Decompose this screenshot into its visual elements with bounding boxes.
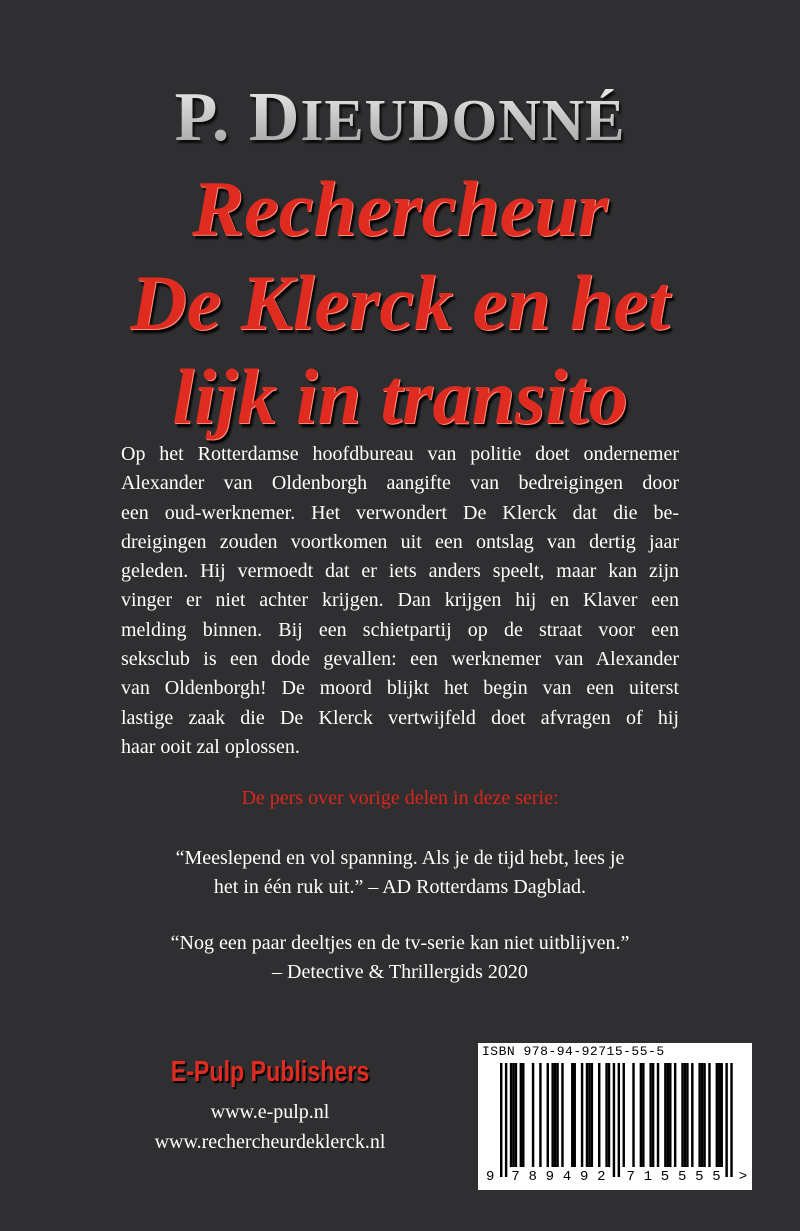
title-line-3: lijk in transito — [172, 353, 628, 440]
synopsis-line: seksclub is een dode gevallen: een werknemer van Alexander — [121, 648, 679, 671]
barcode-bar — [608, 1063, 610, 1167]
author-name — [0, 78, 800, 158]
synopsis-line: van Oldenborgh! De moord blijkt het begin van een uiterst — [121, 677, 679, 700]
barcode-bar — [674, 1063, 676, 1167]
barcode-bar — [574, 1063, 576, 1167]
press-quote-ad — [0, 844, 800, 902]
barcode-bar — [598, 1063, 600, 1167]
barcode-bar — [703, 1063, 705, 1167]
synopsis-line: dreigingen zouden voortkomen uit een ontslag van dertig jaar — [121, 530, 679, 553]
ean-digit: 5 — [695, 1169, 704, 1185]
barcode-bar — [664, 1063, 666, 1167]
ean-digit: 9 — [486, 1169, 495, 1185]
barcode-bar — [681, 1063, 683, 1167]
synopsis-line: een oud-werknemer. Het verwondert De Klerck dat die be- — [121, 501, 679, 524]
synopsis — [121, 440, 679, 762]
barcode-bar — [701, 1063, 703, 1167]
barcode-bar — [591, 1063, 593, 1167]
synopsis-line: Op het Rotterdamse hoofdbureau van politie doet ondernemer — [121, 443, 679, 465]
barcode-bar — [667, 1063, 669, 1167]
barcode-bar — [632, 1063, 634, 1167]
synopsis-line: vinger er niet achter krijgen. Dan krijgen hij en Klaver een — [121, 589, 679, 612]
title-line-2: De Klerck en het — [130, 259, 670, 346]
synopsis-line: haar ooit zal oplossen. — [121, 735, 300, 758]
barcode-bar — [618, 1063, 620, 1177]
barcode-bar — [561, 1063, 563, 1167]
isbn-label: ISBN 978-94-92715-55-5 — [482, 1044, 665, 1059]
barcode-bar — [684, 1063, 686, 1167]
barcode-bar — [686, 1063, 688, 1167]
barcode-bar — [716, 1063, 718, 1167]
ean-digit: 7 — [511, 1169, 520, 1185]
barcode-bar — [539, 1063, 541, 1167]
publisher-name: E-Pulp Publishers — [170, 1056, 370, 1088]
synopsis-line: lastige zaak die De Klerck vertwijfeld doet afvragen of hij — [121, 706, 679, 729]
barcode-bar — [510, 1063, 512, 1167]
barcode-bar — [522, 1063, 524, 1167]
book-title — [0, 162, 800, 444]
synopsis-line: melding binnen. Bij een schietpartij op de straat voor een — [121, 618, 679, 641]
barcode-bar — [640, 1063, 642, 1167]
barcode-bar — [532, 1063, 534, 1167]
ean-quiet-zone-marker: > — [738, 1169, 748, 1185]
barcode-bar — [588, 1063, 590, 1167]
quote-line: het in één ruk uit.” – AD Rotterdams Dagblad. — [213, 876, 587, 898]
barcode-bar — [581, 1063, 583, 1167]
ean-digit: 9 — [579, 1169, 589, 1185]
barcode-bar — [605, 1063, 607, 1167]
isbn-barcode — [478, 1043, 752, 1190]
barcode-bars — [478, 1043, 752, 1190]
barcode-bar — [505, 1063, 507, 1177]
press-heading: De pers over vorige delen in deze serie: — [241, 787, 559, 809]
barcode-bar — [718, 1063, 720, 1167]
synopsis-line: geleden. Hij vermoedt dat er iets anders speelt, maar kan zijn — [121, 560, 679, 583]
quote-line: “Nog een paar deeltjes en de tv-serie kan niet uitblijven.” — [170, 932, 630, 954]
barcode-bar — [642, 1063, 644, 1167]
ean-digits — [478, 1169, 752, 1187]
barcode-bar — [649, 1063, 651, 1167]
ean-digit: 5 — [712, 1169, 721, 1185]
barcode-bar — [547, 1063, 549, 1167]
synopsis-line: Alexander van Oldenborgh aangifte van bedreigingen door — [121, 472, 679, 495]
quote-line: “Meeslepend en vol spanning. Als je de tijd hebt, lees je — [175, 847, 625, 869]
barcode-bar — [652, 1063, 654, 1167]
ean-digit: 5 — [677, 1169, 687, 1185]
barcode-bar — [500, 1063, 502, 1177]
ean-digit: 7 — [626, 1169, 635, 1185]
barcode-bar — [698, 1063, 700, 1167]
barcode-bar — [623, 1063, 625, 1167]
barcode-bar — [691, 1063, 693, 1167]
author-initial: P. D — [174, 79, 301, 156]
ean-digit: 2 — [597, 1169, 606, 1185]
title-line-1: Rechercheur — [192, 165, 608, 252]
barcode-bar — [512, 1063, 514, 1167]
quote-line: – Detective & Thrillergids 2020 — [272, 961, 528, 983]
barcode-bar — [708, 1063, 710, 1167]
ean-digit: 8 — [528, 1169, 537, 1185]
barcode-bar — [554, 1063, 556, 1167]
barcode-bar — [586, 1063, 588, 1167]
barcode-bar — [730, 1063, 732, 1177]
barcode-bar — [725, 1063, 727, 1177]
barcode-bar — [721, 1063, 723, 1167]
barcode-bar — [657, 1063, 659, 1167]
barcode-bar — [613, 1063, 615, 1177]
barcode-bar — [515, 1063, 517, 1167]
series-website[interactable]: www.rechercheurdeklerck.nl — [154, 1131, 386, 1153]
barcode-bar — [556, 1063, 558, 1167]
ean-digit: 1 — [643, 1169, 653, 1185]
barcode-bar — [669, 1063, 671, 1167]
barcode-bar — [571, 1063, 573, 1167]
barcode-bar — [520, 1063, 522, 1167]
ean-digit: 4 — [562, 1169, 572, 1185]
barcode-bar — [551, 1063, 553, 1167]
author-surname: IEUDONNÉ — [300, 88, 626, 153]
press-quote-detective — [0, 929, 800, 987]
ean-digit: 9 — [545, 1169, 555, 1185]
publisher-website[interactable]: www.e-pulp.nl — [210, 1101, 330, 1123]
ean-digit: 5 — [660, 1169, 670, 1185]
